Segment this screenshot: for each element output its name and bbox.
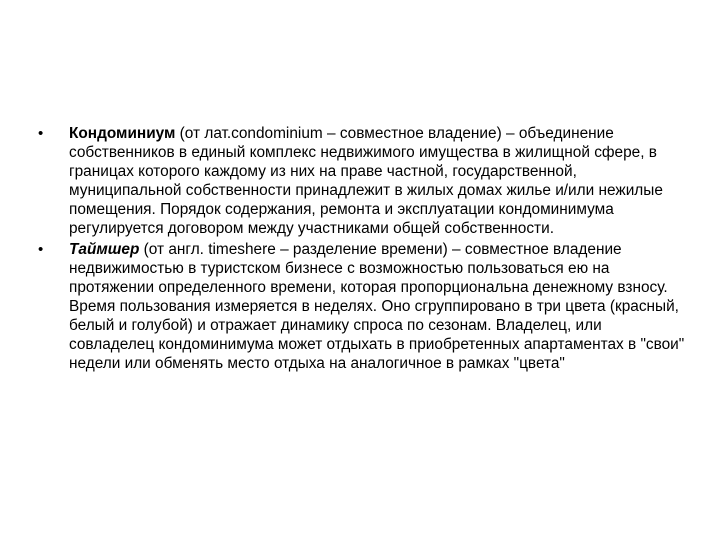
definition-list: [38, 124, 688, 373]
bullet-icon: •: [38, 241, 44, 258]
definition-text: (от англ. timeshere – разделение времени) – совместное владение недвижимостью в туристском бизнесе с возможностью пользоваться ею на протяжении определенного времени, которая пропорциональна денежному взносу. Время пользования измеряется в неделях. Оно сгруппировано в три цвета (красный, белый и голубой) и отражает динамику спроса по сезонам. Владелец, или совладелец кондоминимума может отдыхать в приобретенных апартаментах в "свои" недели или обменять место отдыха на аналогичное в рамках "цвета": [69, 241, 685, 372]
definition-text: (от лат.condominium – совместное владение) – объединение собственников в единый комплекс недвижимого имущества в жилищной сфере, в границах которого каждому из них на праве частной, государственной, муниципальной собственности принадлежит в жилых домах жилье и/или нежилые помещения. Порядок содержания, ремонта и эксплуатации кондоминимума регулируется договором между участниками общей собственности.: [69, 125, 663, 237]
term-condominium: Кондоминиум: [69, 125, 176, 142]
bullet-icon: •: [38, 125, 44, 142]
term-timeshare: Таймшер: [69, 241, 140, 258]
definition-condominium: [38, 124, 688, 238]
definition-timeshare: [38, 240, 688, 373]
